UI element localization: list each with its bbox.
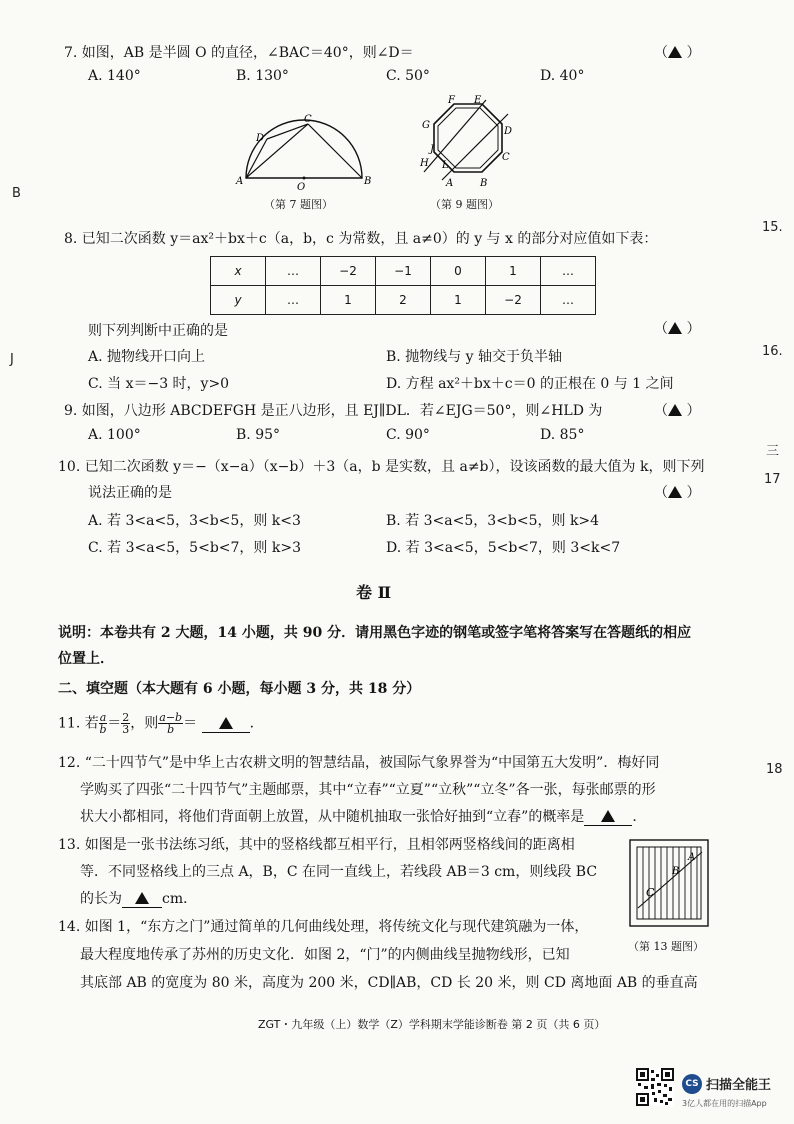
answer-triangle-icon [219,717,233,729]
table-row [211,286,596,315]
q9-option-d: D. 85° [540,427,585,443]
answer-triangle-icon [668,322,682,334]
q9-option-b: B. 95° [236,427,281,443]
q9-answer-paren: （ ） [654,403,701,419]
q11-answer-blank [202,716,250,733]
q9-option-c: C. 90° [386,427,430,443]
q10-option-b: B. 若 3<a<5，3<b<5，则 k>4 [386,513,600,529]
table-cell: 1 [431,286,486,315]
q14-line2: 最大程度地传承了苏州的历史文化．如图 2，“门”的内侧曲线呈抛物线形，已知 [80,947,570,963]
q11-fraction-2-over-3: $\frac{2}{3}$ [122,711,130,736]
fig9-caption: （第 9 题图） [430,198,499,211]
fig7-label-a: A [236,176,244,187]
q11: 11. 若 $\frac{a}{b}$ ＝ $\frac{2}{3}$ ，则 $\frac{a-b}{b}$ ＝ ． [58,711,264,736]
section-2-note-line2: 位置上． [58,651,114,667]
q10-answer-paren: （ ） [654,485,701,501]
q8-option-b: B. 抛物线与 y 轴交于负半轴 [386,349,562,365]
figure-7-semicircle [234,110,374,205]
scanner-logo-icon: CS [682,1074,702,1094]
margin-mark: 15. [762,220,783,235]
fig7-label-o: O [297,182,306,193]
margin-mark: J [10,352,14,367]
q10-option-d: D. 若 3<a<5，5<b<7，则 3<k<7 [386,540,621,556]
margin-mark: 16. [762,344,783,359]
fig7-label-d: D [256,133,265,144]
q8-lead: 则下列判断中正确的是 [88,323,228,339]
answer-triangle-icon [135,892,149,904]
q12-answer-blank [584,809,632,826]
q8-option-d: D. 方程 ax²＋bx＋c＝0 的正根在 0 与 1 之间 [386,376,674,392]
table-cell: 1 [486,257,541,286]
q8-value-table [210,256,596,315]
q7-option-b: B. 130° [236,68,289,84]
fig9-label-h: H [420,158,429,169]
answer-triangle-icon [668,404,682,416]
q8-option-a: A. 抛物线开口向上 [88,349,206,365]
fig13-label-a: A [688,852,696,863]
table-cell: y [211,286,266,315]
q12-line3: 状大小都相同，将他们背面朝上放置，从中随机抽取一张恰好抽到“立春”的概率是 ． [80,809,647,825]
fig9-label-l: L [442,160,449,171]
q12-line1: 12. “二十四节气”是中华上古农耕文明的智慧结晶，被国际气象界誉为“中国第五大发明”．梅好同 [58,755,660,771]
table-cell: 0 [431,257,486,286]
qr-code-icon [636,1068,674,1106]
fig7-caption: （第 7 题图） [264,198,333,211]
q11-fraction-a-over-b: $\frac{a}{b}$ [99,711,107,736]
q13-line2: 等．不同竖格线上的三点 A，B，C 在同一直线上，若线段 AB＝3 cm，则线段 BC [80,864,598,880]
table-cell: −1 [376,257,431,286]
fig9-label-d: D [504,126,513,137]
fig7-label-c: C [304,114,312,125]
margin-mark: 18 [766,762,783,777]
fig13-label-c: C [646,886,655,899]
q8-option-c: C. 当 x＝−3 时，y>0 [88,376,230,392]
page-footer: ZGT・九年级（上）数学（Z）学科期末学能诊断卷 第 2 页（共 6 页） [258,1018,606,1031]
q7-option-a: A. 140° [88,68,141,84]
q7-option-c: C. 50° [386,68,430,84]
q12-line2: 学购买了四张“二十四节气”主题邮票，其中“立春”“立夏”“立秋”“立冬”各一张，每张邮票的形 [80,782,656,798]
table-row [211,257,596,286]
answer-triangle-icon [601,810,615,822]
q8-stem: 8. 已知二次函数 y＝ax²＋bx＋c（a，b，c 为常数，且 a≠0）的 y 与 x 的部分对应值如下表： [64,231,658,247]
table-cell: … [266,257,321,286]
q10-option-a: A. 若 3<a<5，3<b<5，则 k<3 [88,513,301,529]
q14-line3: 其底部 AB 的宽度为 80 米，高度为 200 米，CD∥AB，CD 长 20 米，则 CD 离地面 AB 的垂直高 [80,975,698,991]
table-cell: … [541,257,596,286]
fig9-label-e: E [474,95,482,106]
table-cell: 1 [321,286,376,315]
fig9-label-g: G [422,120,430,131]
q8-answer-paren: （ ） [654,321,701,337]
margin-mark: 三 [766,444,780,459]
q9-option-a: A. 100° [88,427,141,443]
q10-stem-line1: 10. 已知二次函数 y＝−（x−a）（x−b）＋3（a，b 是实数，且 a≠b），设该函数的最大值为 k，则下列 [58,459,705,475]
q10-stem-line2: 说法正确的是 [88,485,172,501]
fig9-label-f: F [448,95,455,106]
answer-triangle-icon [668,486,682,498]
part-2-heading: 二、填空题（本大题有 6 小题，每小题 3 分，共 18 分） [58,681,421,697]
table-cell: … [266,286,321,315]
fig9-label-j: J [430,144,435,155]
margin-mark: 17 [764,472,781,487]
q13-answer-blank [122,891,162,908]
fig7-label-b: B [364,176,372,187]
scanner-app-name: 扫描全能王 [706,1078,772,1093]
q10-option-c: C. 若 3<a<5，5<b<7，则 k>3 [88,540,301,556]
q14-line1: 14. 如图 1，“东方之门”通过简单的几何曲线处理，将传统文化与现代建筑融为一体， [58,919,589,935]
q7-stem: 7. 如图，AB 是半圆 O 的直径，∠BAC＝40°，则∠D＝ [64,45,414,61]
table-cell: −2 [321,257,376,286]
q13-line1: 13. 如图是一张书法练习纸，其中的竖格线都互相平行，且相邻两竖格线间的距离相 [58,837,575,853]
table-cell: 2 [376,286,431,315]
table-cell: … [541,286,596,315]
q13-line3: 的长为 cm． [80,891,198,907]
scanner-tagline: 3亿人都在用的扫描App [682,1099,767,1108]
q11-fraction-target: $\frac{a-b}{b}$ [159,711,183,736]
figure-13-grid-paper [628,838,712,932]
q7-option-d: D. 40° [540,68,585,84]
fig9-label-c: C [502,152,510,163]
q9-stem: 9. 如图，八边形 ABCDEFGH 是正八边形，且 EJ∥DL．若∠EJG＝50°，则∠HLD 为 [64,403,603,419]
fig9-label-b: B [480,178,488,189]
answer-triangle-icon [668,46,682,58]
q7-answer-paren: （ ） [654,45,701,61]
fig13-label-b: B [672,866,680,877]
section-2-note-line1: 说明：本卷共有 2 大题，14 小题，共 90 分．请用黑色字迹的钢笔或签字笔将答案写在答题纸的相应 [58,625,692,641]
fig13-caption: （第 13 题图） [628,940,704,953]
fig9-label-a: A [446,178,454,189]
margin-mark: B [12,186,21,201]
table-cell: x [211,257,266,286]
section-2-title: 卷 Ⅱ [356,583,392,602]
table-cell: −2 [486,286,541,315]
figure-9-octagon [416,94,520,194]
